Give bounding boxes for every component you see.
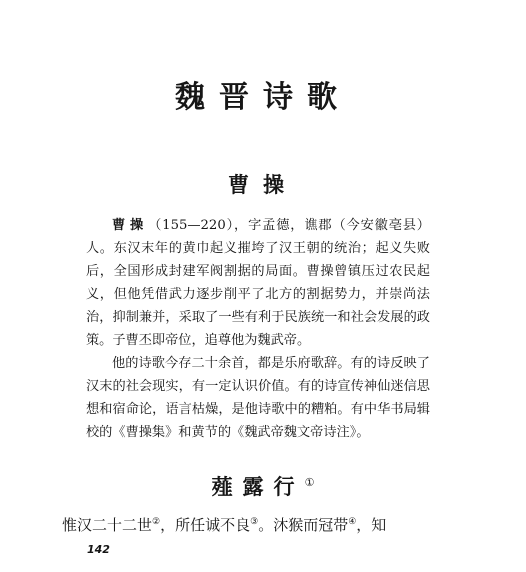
poem-title-footnote-marker: ①: [304, 476, 315, 489]
footnote-marker-4: ④: [348, 517, 357, 527]
poem-title: [0, 469, 526, 501]
poem-line-part-3: 。沐猴而冠带: [258, 516, 349, 534]
poem-title-text: 薤露行: [211, 474, 305, 499]
page-number: 142: [87, 543, 110, 556]
intro-paragraph-2: 他的诗歌今存二十余首，都是乐府歌辞。有的诗反映了汉末的社会现实，有一定认识价值。有的诗宣传神仙迷信思想和宿命论，语言枯燥，是他诗歌中的糟粕。有中华书局辑校的《曹操集》和黄节的《魏武帝魏文帝诗注》。: [86, 356, 430, 440]
footnote-marker-2: ②: [152, 517, 161, 527]
poem-line-part-1: 惟汉二十二世: [62, 516, 153, 534]
poem-line-part-2: ，所任诚不良: [160, 516, 251, 534]
intro-lead-name: 曹操: [112, 218, 149, 233]
author-heading: 曹操: [228, 172, 298, 197]
poem-line-part-4: ，知: [356, 516, 387, 534]
chapter-title: 魏晋诗歌: [175, 80, 351, 115]
intro-paragraph-1: [86, 214, 430, 352]
footnote-marker-3: ③: [250, 517, 259, 527]
intro-paragraph-1-text: （155—220），字孟德，谯郡（今安徽亳县）人。东汉末年的黄巾起义摧垮了汉王朝的统治；起义失败后，全国形成封建军阀割据的局面。曹操曾镇压过农民起义，但他凭借武力逐步削平了北方的割据势力，并崇尚法治，抑制兼并，采取了一些有利于民族统一和社会发展的政策。子曹丕即帝位，追尊他为魏武帝。: [86, 218, 430, 348]
poem-first-line: [62, 512, 462, 535]
author-introduction: [86, 214, 430, 444]
